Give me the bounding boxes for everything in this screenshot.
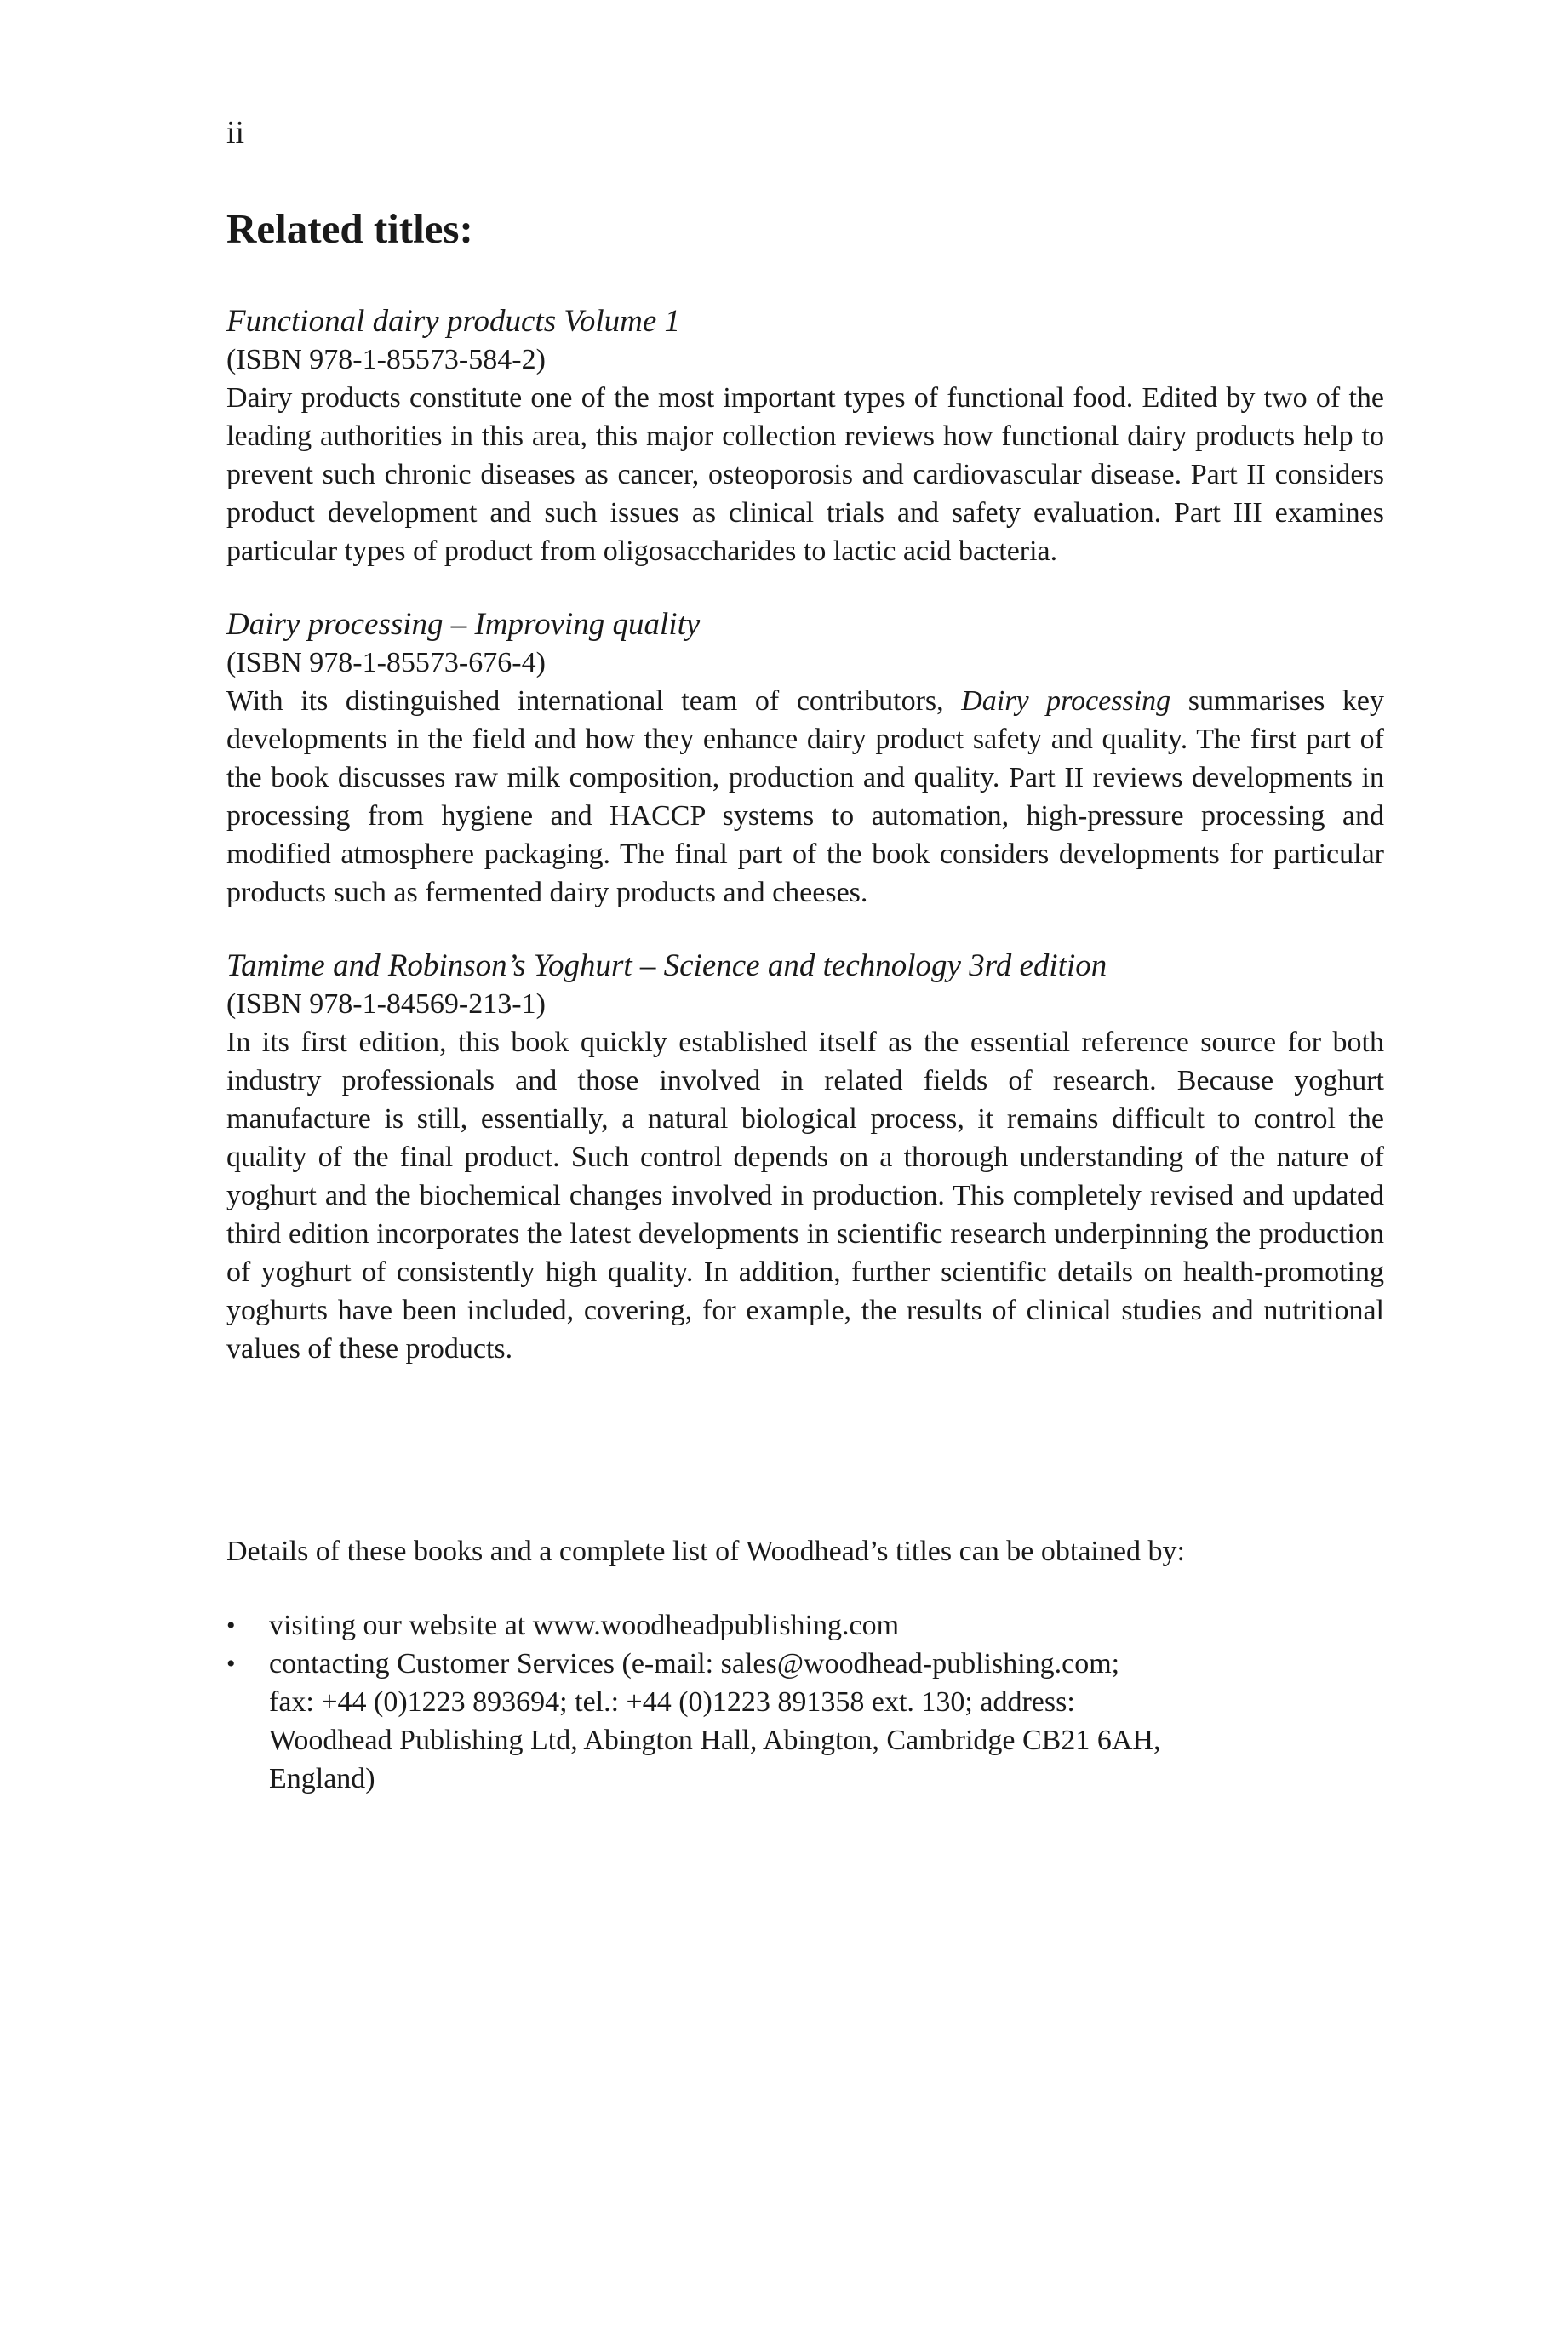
contact-list [226,1606,1384,1798]
list-item-text: visiting our website at www.woodheadpublishing.com [269,1610,900,1641]
book-entry [226,302,1384,570]
list-item-text: Woodhead Publishing Ltd, Abington Hall, Abington, Cambridge CB21 6AH, [269,1725,1161,1756]
description-italic-title: Dairy processing [961,685,1171,717]
list-item [226,1606,1384,1645]
list-item-text: England) [269,1763,375,1794]
book-title: Tamime and Robinson’s Yoghurt – Science and technology 3rd edition [226,948,1107,983]
book-title: Dairy processing – Improving quality [226,607,701,642]
book-description [226,682,1384,912]
details-intro: Details of these books and a complete list of Woodhead’s titles can be obtained by: [226,1536,1185,1567]
bullet-icon: • [226,1611,236,1640]
list-item-text: contacting Customer Services (e-mail: sales@woodhead-publishing.com; [269,1648,1120,1680]
page-heading: Related titles: [226,205,473,252]
related-titles-list [226,302,1384,1403]
page-number: ii [226,115,245,151]
description-text: With its distinguished international team of contributors, [226,685,962,717]
book-entry [226,605,1384,912]
book-isbn: (ISBN 978-1-85573-584-2) [226,344,546,375]
book-entry [226,947,1384,1368]
book-description: In its first edition, this book quickly established itself as the essential reference source for both industry professionals and those involved in related fields of research. Because yoghurt manufacture is still, essentially, a natural biological process, it remains difficult to control the quality of the final product. Such control depends on a thorough understanding of the nature of yoghurt and the biochemical changes involved in production. This completely revised and updated third edition incorporates the latest developments in scientific research underpinning the production of yoghurt of consistently high quality. In addition, further scientific details on health-promoting yoghurts have been included, covering, for example, the results of clinical studies and nutritional values of these products. [226,1027,1384,1365]
book-title: Functional dairy products Volume 1 [226,304,681,339]
list-item [226,1645,1384,1798]
description-text: summarises key developments in the field and how they enhance dairy product safety and quality. The first part of the book discusses raw milk composition, production and quality. Part II reviews developments in processing from hygiene and HACCP systems to automation, high-pressure processing and modified atmosphere packaging. The final part of the book considers developments for particular products such as fermented dairy products and cheeses. [226,685,1384,908]
list-item-text: fax: +44 (0)1223 893694; tel.: +44 (0)1223 891358 ext. 130; address: [269,1686,1075,1718]
book-isbn: (ISBN 978-1-85573-676-4) [226,647,546,678]
bullet-icon: • [226,1650,236,1678]
book-isbn: (ISBN 978-1-84569-213-1) [226,988,546,1020]
book-description: Dairy products constitute one of the most important types of functional food. Edited by two of the leading authorities in this area, this major collection reviews how functional dairy products help to prevent such chronic diseases as cancer, osteoporosis and cardiovascular disease. Part II considers product development and such issues as clinical trials and safety evaluation. Part III examines particular types of product from oligosaccharides to lactic acid bacteria. [226,382,1384,567]
